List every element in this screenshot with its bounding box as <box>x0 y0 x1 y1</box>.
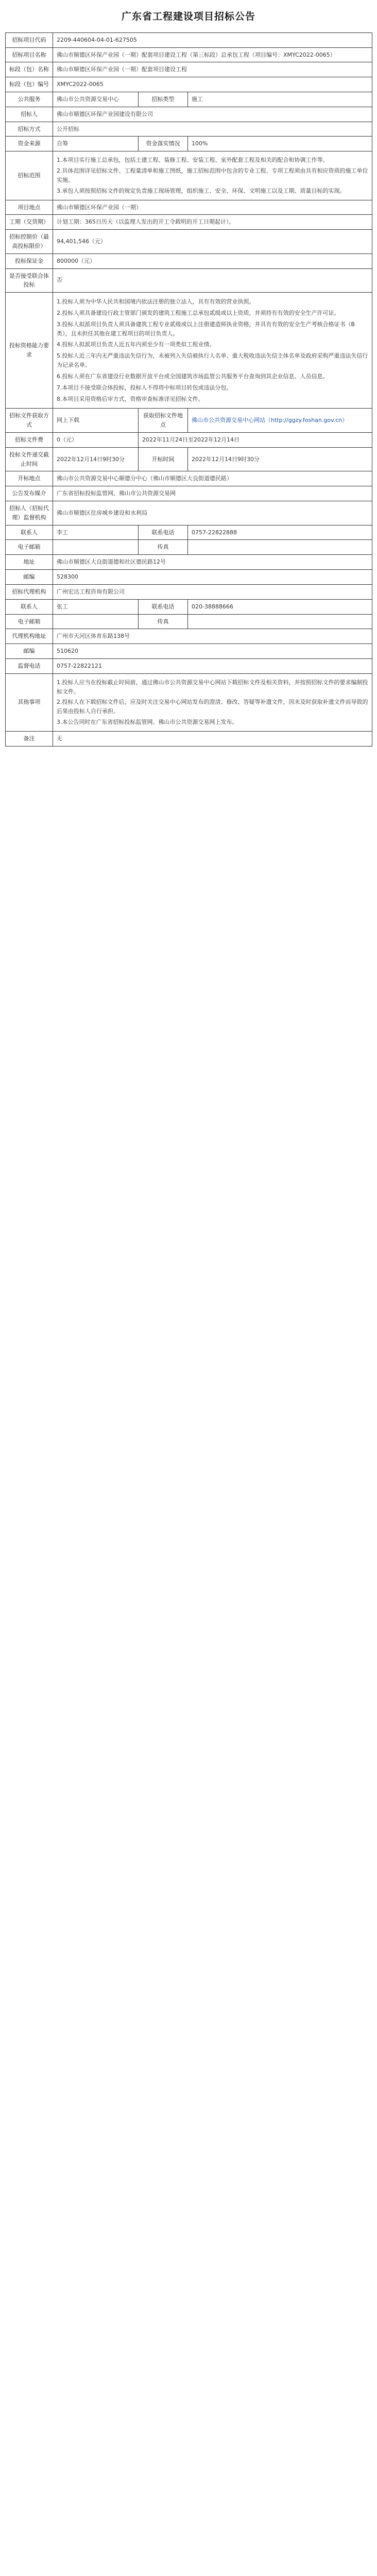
value-owner-email <box>53 540 139 555</box>
value-fund-detail: 100% <box>188 137 372 151</box>
value-agency-contact: 张工 <box>53 599 139 614</box>
label-agency-phone: 联系电话 <box>139 599 188 614</box>
page <box>0 0 377 754</box>
value-bid-doc-fee: 0（元） <box>53 432 139 447</box>
value-owner-zip: 528300 <box>53 570 372 585</box>
value-supervisor-phone: 0757-22822121 <box>53 658 372 673</box>
value-start-time: 2022年12月14日9时30分 <box>188 447 372 471</box>
label-project-name: 招标项目名称 <box>6 47 53 62</box>
value-tender-method: 公开招标 <box>53 122 372 137</box>
value-agency-address: 广州市天河区体育东路138号 <box>53 629 372 644</box>
value-open-place: 佛山市公共资源交易中心顺德分中心（佛山市顺德区大良街道德民路） <box>53 471 372 486</box>
label-agency: 招标代理机构 <box>6 584 53 599</box>
label-qualification: 投标资格能力要求 <box>6 293 53 409</box>
label-bid-doc-method: 招标文件获取方式 <box>6 409 53 433</box>
value-agency-fax <box>188 614 372 629</box>
scope-item: 3.承包人须按照招标文件的规定负责施工现场管理，组织施工、安全、环保、文明施工以及工期、质量目标的实现。 <box>57 187 346 194</box>
row-tender-method <box>6 122 372 137</box>
scope-item: 1.本项目实行施工总承包，包括土建工程、装修工程、安装工程、室外配套工程及相关的配合和协调工作等。 <box>57 157 329 164</box>
value-remark: 无 <box>53 731 372 746</box>
value-project-code: 2209-440604-04-01-627505 <box>53 32 372 47</box>
value-tender-code: XMYC2022-0065 <box>53 77 372 92</box>
row-owner <box>6 107 372 122</box>
label-agency-contact: 联系人 <box>6 599 53 614</box>
label-tender-code: 标段（包）编号 <box>6 77 53 92</box>
label-email: 电子邮箱 <box>6 540 53 555</box>
label-fund-ratio: 资金落实情况 <box>139 137 188 151</box>
row-fund-source <box>6 137 372 151</box>
label-owner: 招标人 <box>6 107 53 122</box>
row-bid-doc-method <box>6 409 372 433</box>
row-qualification <box>6 293 372 409</box>
value-owner-address: 佛山市顺德区大良街道德和社区德民路12号 <box>53 555 372 570</box>
value-project-name: 佛山市顺德区环保产业园（一期）配套项目建设工程（第三标段）总承包工程（项目编号：XMYC2022-0065） <box>53 47 372 62</box>
value-scope <box>53 151 372 200</box>
row-owner-zip <box>6 570 372 585</box>
qualification-item: 4.投标人拟派项目负责人近五年内须至少有一项类似工程业绩。 <box>57 341 215 348</box>
row-bid-doc-fee <box>6 432 372 447</box>
value-media: 广东省招标投标监管网、佛山市公共资源交易网 <box>53 486 372 501</box>
label-supervisor: 招标人（招标代理）监督机构 <box>6 501 53 526</box>
value-other <box>53 673 372 731</box>
label-contact-person: 联系人 <box>6 525 53 540</box>
qualification-item: 5.投标人近三年内无严重违法失信行为，未被列入失信被执行人名单、重大税收违法失信主体名单及政府采购严重违法失信行为记录名单。 <box>57 352 368 369</box>
label-bid-doc-place: 获取招标文件地点 <box>139 409 188 433</box>
value-agency-phone: 020-38888666 <box>188 599 372 614</box>
row-remark <box>6 731 372 746</box>
label-media: 公告发布媒介 <box>6 486 53 501</box>
label-location: 项目地点 <box>6 200 53 215</box>
label-open-place: 开标地点 <box>6 471 53 486</box>
value-bid-doc-place[interactable]: 佛山市公共资源交易中心网站（http://ggzy.foshan.gov.cn） <box>188 409 372 433</box>
value-bid-doc-period: 2022年11月24日至2022年12月14日 <box>139 432 372 447</box>
row-open-place <box>6 471 372 486</box>
row-agency <box>6 584 372 599</box>
row-guarantee <box>6 253 372 268</box>
label-joint-bid: 是否接受联合体投标 <box>6 268 53 293</box>
value-tender-name: 佛山市顺德区环保产业园（一期）配套项目建设工程 <box>53 62 372 77</box>
label-tender-type: 招标类型 <box>139 92 188 107</box>
row-tender-name <box>6 62 372 77</box>
value-fund-source: 自筹 <box>53 137 139 151</box>
other-item: 3.本公告同时在广东省招标投标监管网、佛山市公共资源交易网上发布。 <box>57 719 238 726</box>
row-project-code <box>6 32 372 47</box>
row-agency-contact <box>6 599 372 614</box>
label-tender-name: 标段（包）名称 <box>6 62 53 77</box>
row-agency-zip <box>6 644 372 659</box>
other-item: 2.投标人在下载招标文件后，应及时关注交易中心网站发布的澄清、修改、答疑等补遗文件，因未及时获取补遗文件而导致的后果由投标人自行承担。 <box>57 699 368 715</box>
row-tender-code <box>6 77 372 92</box>
label-zip: 邮编 <box>6 570 53 585</box>
label-project-code: 招标项目代码 <box>6 32 53 47</box>
row-project-name <box>6 47 372 62</box>
label-other: 其他事项 <box>6 673 53 731</box>
value-guarantee: 800000（元） <box>53 253 372 268</box>
value-agency-email <box>53 614 139 629</box>
label-agency-zip: 邮编 <box>6 644 53 659</box>
scope-item: 2.具体范围详见招标文件、工程量清单和施工图纸，施工招标范围中包含的专业工程、专项工程须由具有相应资质的施工单位实施。 <box>57 167 368 183</box>
label-guarantee: 投标保证金 <box>6 253 53 268</box>
row-location <box>6 200 372 215</box>
row-supervisor-phone <box>6 658 372 673</box>
qualification-item: 3.投标人拟派项目负责人须具备建筑工程专业贰级或以上注册建造师执业资格，并具有有效的安全生产考核合格证书（B类），且未担任其他在建工程项目的项目负责人。 <box>57 320 355 337</box>
row-joint-bid <box>6 268 372 293</box>
label-remark: 备注 <box>6 731 53 746</box>
label-fund-source: 资金来源 <box>6 137 53 151</box>
value-agency: 广州宏达工程咨询有限公司 <box>53 584 372 599</box>
label-control-price: 招标控制价（最高投标限价） <box>6 230 53 254</box>
value-owner-contact: 李工 <box>53 525 139 540</box>
row-bid-open-time <box>6 447 372 471</box>
value-duration: 计划工期：365日历天（以监理人发出的开工令载明的开工日期起计）。 <box>53 215 372 230</box>
label-fax: 传真 <box>139 540 188 555</box>
label-public-service: 公共服务 <box>6 92 53 107</box>
row-public-service <box>6 92 372 107</box>
value-supervisor: 佛山市顺德区住房城乡建设和水利局 <box>53 501 372 526</box>
value-tender-type: 施工 <box>188 92 372 107</box>
value-owner: 佛山市顺德区环保产业园建设有限公司 <box>53 107 372 122</box>
qualification-item: 2.投标人须具备建设行政主管部门颁发的建筑工程施工总承包贰级或以上资质，并须持有有效的安全生产许可证。 <box>57 310 340 317</box>
row-owner-address <box>6 555 372 570</box>
row-other <box>6 673 372 731</box>
row-agency-address <box>6 629 372 644</box>
row-duration <box>6 215 372 230</box>
value-control-price: 94,401,546（元） <box>53 230 372 254</box>
value-bid-open-time: 2022年12月14日9时30分 <box>53 447 139 471</box>
qualification-item: 8.本项目采用资格后审方式，资格审查标准详见招标文件。 <box>57 395 204 402</box>
value-public-service: 佛山市公共资源交易中心 <box>53 92 139 107</box>
label-address: 地址 <box>6 555 53 570</box>
label-tender-method: 招标方式 <box>6 122 53 137</box>
row-control-price <box>6 230 372 254</box>
qualification-item: 1.投标人须为中华人民共和国境内依法注册的独立法人，具有有效的营业执照。 <box>57 298 255 306</box>
label-phone: 联系电话 <box>139 525 188 540</box>
qualification-item: 7.本项目不接受联合体投标，投标人不得将中标项目转包或违法分包。 <box>57 384 232 391</box>
label-bid-open-time: 投标文件递交截止时间 <box>6 447 53 471</box>
page-title: 广东省工程建设项目招标公告 <box>121 11 255 22</box>
row-supervisor <box>6 501 372 526</box>
value-agency-zip: 510620 <box>53 644 372 659</box>
label-start-time: 开标时间 <box>139 447 188 471</box>
value-owner-fax <box>188 540 372 555</box>
row-scope <box>6 151 372 200</box>
value-qualification <box>53 293 372 409</box>
label-scope: 招标范围 <box>6 151 53 200</box>
row-agency-email <box>6 614 372 629</box>
label-bid-doc-fee: 招标文件费 <box>6 432 53 447</box>
value-location: 佛山市顺德区环保产业园（一期） <box>53 200 372 215</box>
other-item: 1.投标人应当在投标截止时间前，通过佛山市公共资源交易中心网站下载招标文件及相关资料，并按照招标文件的要求编制投标文件。 <box>57 679 368 695</box>
notice-table <box>5 32 372 747</box>
qualification-item: 6.投标人须在广东省建设行业数据开放平台或全国建筑市场监管公共服务平台查询到其企业信息、人员信息。 <box>57 372 329 380</box>
label-agency-email: 电子邮箱 <box>6 614 53 629</box>
row-owner-contact <box>6 525 372 540</box>
value-joint-bid: 否 <box>53 268 372 293</box>
value-owner-phone: 0757-22822888 <box>188 525 372 540</box>
row-media <box>6 486 372 501</box>
label-supervisor-phone: 监督电话 <box>6 658 53 673</box>
label-agency-address: 代理机构地址 <box>6 629 53 644</box>
label-agency-fax: 传真 <box>139 614 188 629</box>
value-bid-doc-method: 网上下载 <box>53 409 139 433</box>
label-duration: 工期（交货期） <box>6 215 53 230</box>
row-owner-email <box>6 540 372 555</box>
